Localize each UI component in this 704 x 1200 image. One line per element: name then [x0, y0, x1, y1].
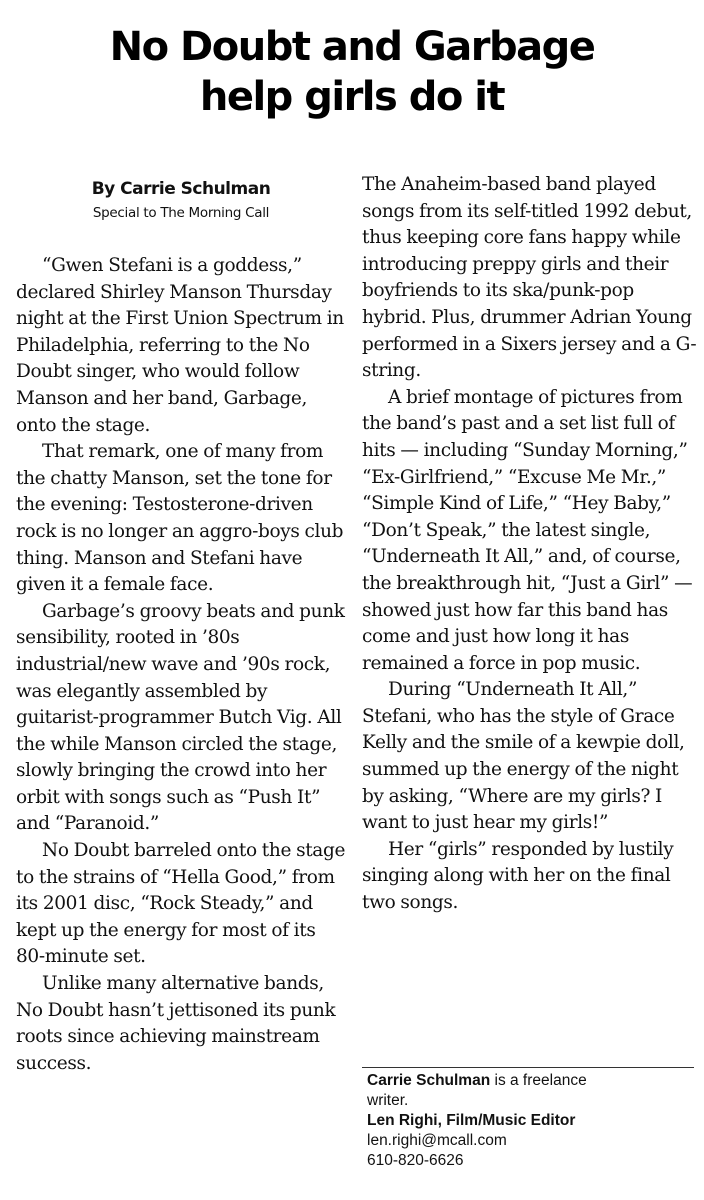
- headline-line-1: No Doubt and Garbage: [109, 24, 595, 70]
- paragraph: A brief montage of pictures from the band’s past and a set list full of hits — including “Sunday Morning,” “Ex-Girlfriend,” “Excuse Me Mr.,” “Simple Kind of Life,” “Hey Baby,” “Don’t Speak,” the latest single, “Underneath It All,” and, of course, the breakthrough hit, “Just a Girl” — showed just how far this band has come and just how long it has remained a force in pop music.: [362, 386, 693, 674]
- column-right: [362, 172, 698, 917]
- author-name: Carrie Schulman: [367, 1072, 491, 1089]
- author-description: is a freelance: [490, 1072, 587, 1089]
- paragraph: Her “girls” responded by lustily singing along with her on the final two songs.: [362, 838, 674, 914]
- tagline-divider: [362, 1067, 694, 1068]
- paragraph: “Gwen Stefani is a goddess,” declared Shirley Manson Thursday night at the First Union Spectrum in Philadelphia, referring to the No Doubt singer, who would follow Manson and her band, Garbage, onto the stage.: [16, 255, 344, 436]
- headline-line-2: help girls do it: [199, 74, 505, 120]
- paragraph: Unlike many alternative bands, No Doubt hasn’t jettisoned its punk roots since achieving mainstream success.: [16, 973, 336, 1074]
- headline: [0, 22, 704, 122]
- byline: [16, 176, 346, 224]
- paragraph: No Doubt barreled onto the stage to the strains of “Hella Good,” from its 2001 disc, “Rock Steady,” and kept up the energy for most of its 80-minute set.: [16, 840, 346, 968]
- editor-name: [367, 1111, 697, 1131]
- paragraph: That remark, one of many from the chatty Manson, set the tone for the evening: Testosterone-driven rock is no longer an aggro-boys club thing. Manson and Stefani have given it a female face.: [16, 441, 344, 596]
- column-left: [16, 172, 346, 1077]
- editor-email[interactable]: len.righi@mcall.com: [367, 1132, 507, 1149]
- byline-name: By Carrie Schulman: [91, 179, 271, 199]
- body-text-left: [16, 253, 346, 1077]
- editor-phone: 610-820-6626: [367, 1152, 464, 1169]
- tagline: [367, 1071, 697, 1171]
- editor-label: Len Righi, Film/Music Editor: [367, 1112, 576, 1129]
- byline-credit: Special to The Morning Call: [92, 205, 270, 221]
- author-description-cont: writer.: [367, 1092, 409, 1109]
- paragraph: During “Underneath It All,” Stefani, who has the style of Grace Kelly and the smile of a kewpie doll, summed up the energy of the night by asking, “Where are my girls? I want to just hear my girls!”: [362, 679, 685, 834]
- paragraph: Garbage’s groovy beats and punk sensibility, rooted in ’80s industrial/new wave and ’90s rock, was elegantly assembled by guitarist-programmer Butch Vig. All the while Manson circled the stage, slowly bringing the crowd into her orbit with songs such as “Push It” and “Paranoid.”: [16, 600, 345, 835]
- paragraph: The Anaheim-based band played songs from its self-titled 1992 debut, thus keeping core fans happy while introducing preppy girls and their boyfriends to its ska/punk-pop hybrid. Plus, drummer Adrian Young performed in a Sixers jersey and a G-string.: [362, 174, 697, 382]
- author-note: [367, 1071, 697, 1091]
- body-text-right: [362, 172, 698, 917]
